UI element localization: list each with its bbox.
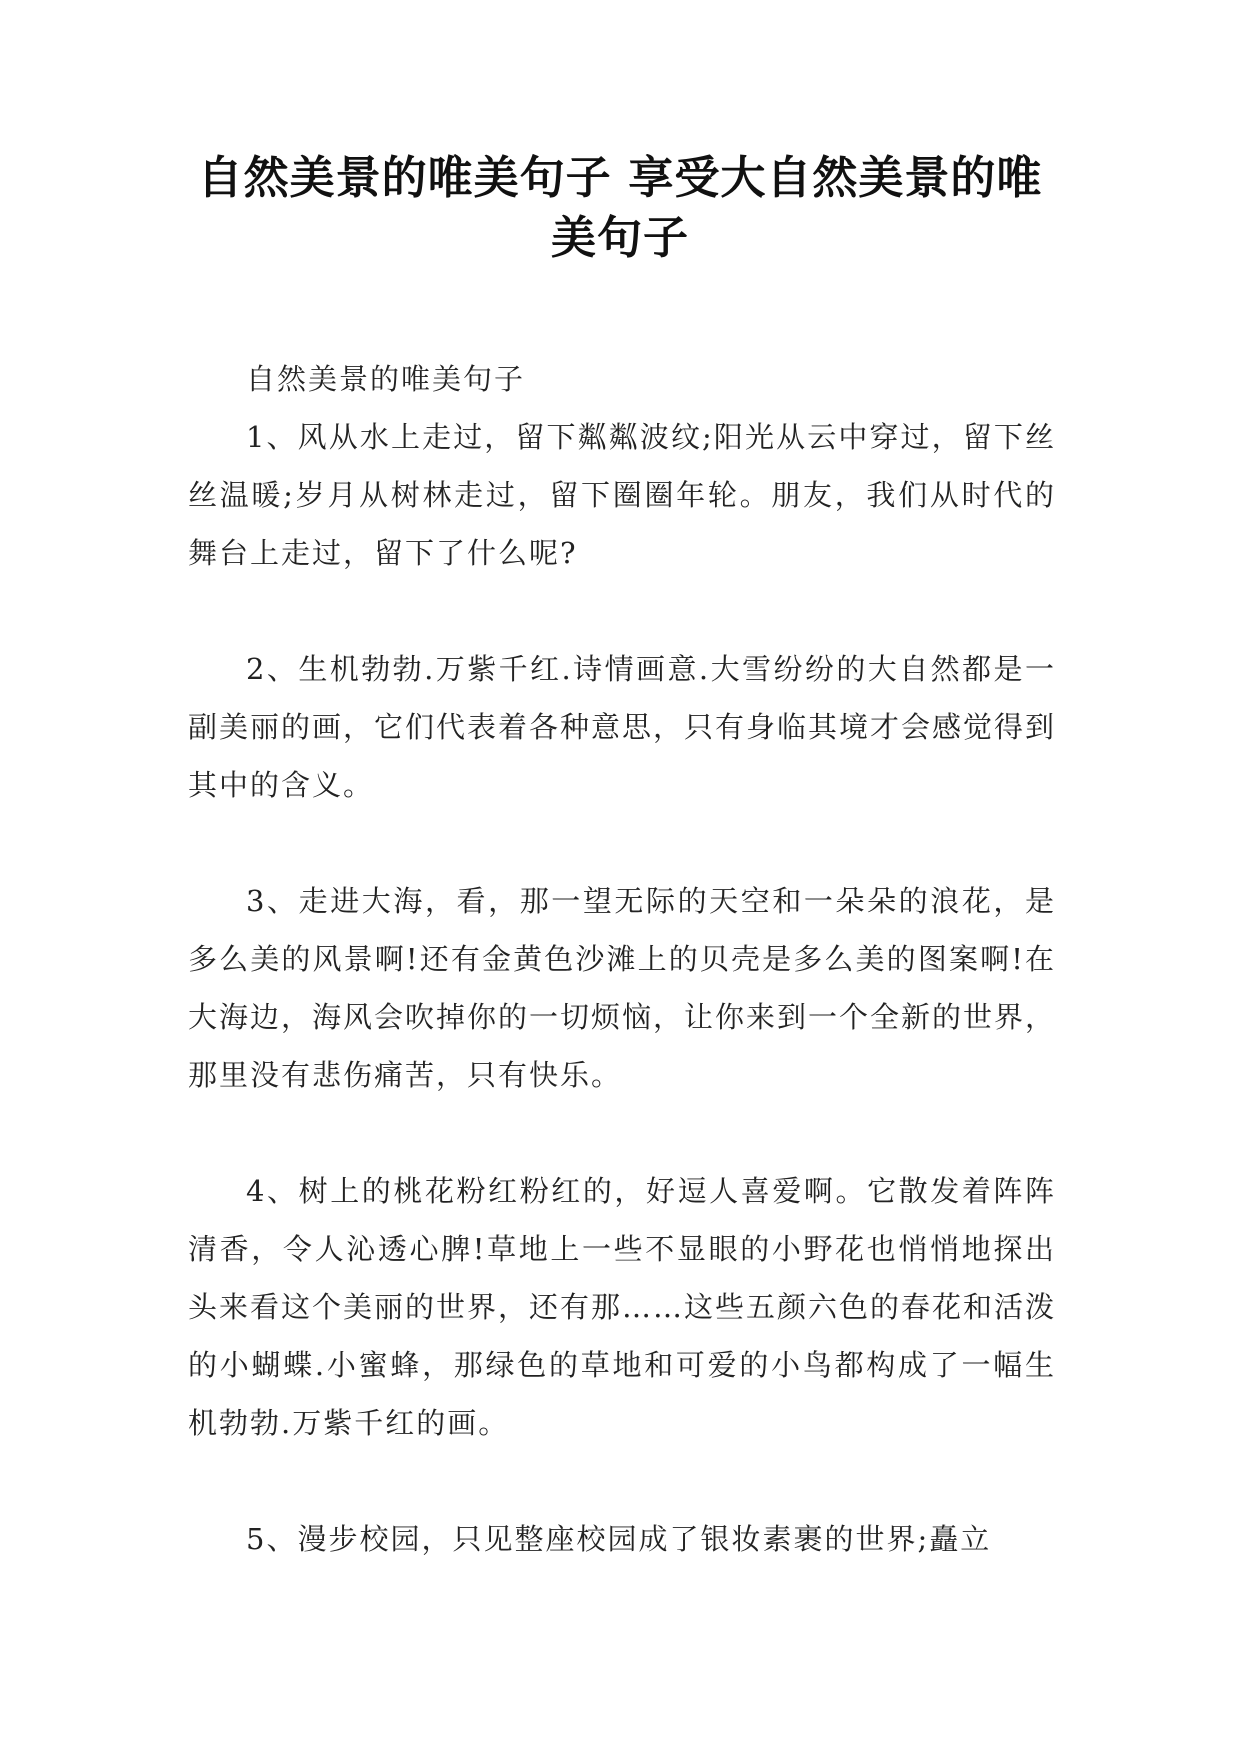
paragraph-3: 3、走进大海，看，那一望无际的天空和一朵朵的浪花，是多么美的风景啊!还有金黄色沙滩上的贝壳是多么美的图案啊!在大海边，海风会吹掉你的一切烦恼，让你来到一个全新的世界，那里没有悲伤痛苦，只有快乐。 <box>188 884 1057 1092</box>
subheading: 自然美景的唯美句子 <box>246 362 526 396</box>
paragraph-4: 4、树上的桃花粉红粉红的，好逗人喜爱啊。它散发着阵阵清香，令人沁透心脾!草地上一些不显眼的小野花也悄悄地探出头来看这个美丽的世界，还有那……这些五颜六色的春花和活泼的小蝴蝶.小蜜蜂，那绿色的草地和可爱的小鸟都构成了一幅生机勃勃.万紫千红的画。 <box>188 1174 1057 1440</box>
document-body <box>188 350 1056 1568</box>
title-line-2: 美句子 <box>550 211 689 264</box>
title-line-1: 自然美景的唯美句子 享受大自然美景的唯 <box>197 151 1043 204</box>
paragraph-2: 2、生机勃勃.万紫千红.诗情画意.大雪纷纷的大自然都是一副美丽的画，它们代表着各种意思，只有身临其境才会感觉得到其中的含义。 <box>188 652 1057 802</box>
paragraph-5: 5、漫步校园，只见整座校园成了银妆素裹的世界;矗立 <box>246 1522 992 1556</box>
document-title <box>170 148 1070 268</box>
paragraph-1: 1、风从水上走过，留下粼粼波纹;阳光从云中穿过，留下丝丝温暖;岁月从树林走过，留下圈圈年轮。朋友，我们从时代的舞台上走过，留下了什么呢? <box>188 420 1056 570</box>
